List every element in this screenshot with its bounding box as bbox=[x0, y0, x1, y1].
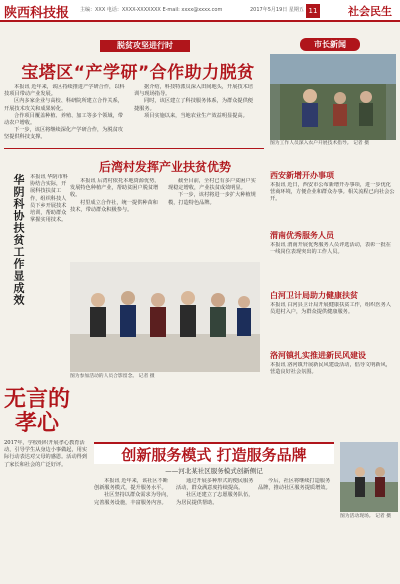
bottom-story-col1 bbox=[94, 478, 172, 582]
side-item-title: 洛河镇扎实推进新民风建设 bbox=[270, 351, 366, 360]
bottom-right-photo bbox=[340, 442, 398, 512]
paragraph: 本报讯 后湾村依托本地资源优势，发展特色种植产业，帮助贫困户脱贫增收。 bbox=[70, 178, 160, 199]
bottom-right-photo-caption: 图为活动现场。 记者 摄 bbox=[340, 514, 392, 519]
side-item-body: 本报讯 白河县卫计局开展健康扶贫工作，组织医务人员进村入户，为群众提供健康服务。 bbox=[270, 302, 391, 316]
top-right-photo-caption: 图为工作人员深入农户开展技术指导。 记者 摄 bbox=[270, 141, 369, 146]
side-item-body: 本报讯 渭南开展优秀服务人员评选活动，表彰一批在一线岗位表现突出的工作人员。 bbox=[270, 242, 391, 256]
masthead-meta: 主编：XXX 电话：XXXX-XXXXXXX E-mail: xxxx@xxxx.com bbox=[80, 7, 223, 13]
bottom-headline: 创新服务模式 打造服务品牌 bbox=[94, 442, 334, 464]
edu-body: 2017年，学校组织开展孝心教育活动，引导学生从身边小事做起，用实际行动表达对父母的感恩。活动得到了家长和社会的广泛好评。 bbox=[4, 440, 88, 468]
side-item-title: 西安新增开办事项 bbox=[270, 171, 334, 180]
feature-tag: 脱贫攻坚进行时 bbox=[100, 40, 190, 52]
left-vertical-body: 本报讯 华阴市科协结合实际，开展科技扶贫工作，组织科技人员下乡开展技术培训，帮助群众掌握实用技术。 bbox=[30, 174, 68, 224]
side-item-body: 本报讯 洛河镇开展新民风建设活动，倡导文明新风，营造良好社会氛围。 bbox=[270, 362, 391, 376]
main-story-body-right bbox=[134, 84, 258, 144]
paragraph: 社区坚持以群众需求为导向，完善服务设施，丰富服务内容。 bbox=[94, 492, 172, 506]
middle-headline: 后湾村发挥产业扶贫优势 bbox=[98, 160, 231, 174]
masthead bbox=[0, 0, 400, 22]
side-box-tag: 市长新闻 bbox=[300, 38, 360, 51]
paragraph: 村里成立合作社，统一提供种苗和技术，带动群众积极参与。 bbox=[70, 199, 158, 213]
paragraph: 本报讯 近年来，该社区不断创新服务模式，提升服务水平。 bbox=[94, 478, 168, 492]
section-title: 社会民生 bbox=[348, 5, 392, 18]
page-number: 11 bbox=[306, 4, 320, 18]
middle-story-body-left bbox=[70, 178, 162, 258]
paragraph: 同时，该区建立了科技服务体系，为群众提供便捷服务。 bbox=[134, 98, 253, 112]
side-item-body: 本报讯 近日，西安市公布新增开办事项，进一步优化营商环境，方便企业和群众办事。相关流程已向社会公开。 bbox=[270, 182, 395, 203]
paragraph: 截至目前，全村已有多户贫困户实现稳定增收，产业扶贫成效明显。 bbox=[168, 178, 256, 192]
paragraph: 社区还建立了志愿服务队伍，为居民提供帮助。 bbox=[176, 492, 254, 506]
middle-story-body-right bbox=[168, 178, 260, 258]
side-item-title: 渭南优秀服务人员 bbox=[270, 231, 334, 240]
edu-title: 无言的孝心 bbox=[3, 387, 70, 436]
paragraph: 下一步，该村将进一步扩大种植规模，打造特色品牌。 bbox=[168, 192, 256, 206]
main-story-body-left bbox=[4, 84, 128, 144]
left-vertical-title: 华阴科协扶贫工作显成效 bbox=[12, 174, 25, 306]
side-item-title: 白河卫计局助力健康扶贫 bbox=[270, 291, 358, 300]
newspaper-logo: 陕西科技报 bbox=[4, 6, 70, 21]
bottom-subheadline: ——河北某社区服务模式创新侧记 bbox=[165, 467, 263, 475]
photo-image bbox=[270, 54, 396, 140]
divider-line bbox=[4, 148, 264, 149]
paragraph: 今后，社区将继续打造服务品牌，推动社区服务提质增效。 bbox=[258, 478, 331, 492]
paragraph: 合作项目覆盖种植、养殖、加工等多个领域，带动农户增收。 bbox=[4, 112, 123, 127]
paragraph: 据介绍，科技特派员深入田间地头，开展技术培训与现场指导。 bbox=[134, 84, 253, 98]
paragraph: 区内多家企业与高校、科研院所建立合作关系，开展技术攻关和成果转化。 bbox=[4, 98, 123, 112]
middle-photo bbox=[70, 262, 260, 372]
paragraph: 下一步，该区将继续深化产学研合作，为脱贫攻坚提供科技支撑。 bbox=[4, 127, 123, 141]
main-headline: 宝塔区“产学研”合作助力脱贫 bbox=[21, 63, 255, 83]
top-right-photo bbox=[270, 54, 396, 140]
photo-image bbox=[70, 262, 260, 372]
paragraph: 本报讯 近年来，该区持续推进产学研合作，以科技项目带动产业发展。 bbox=[4, 84, 125, 98]
photo-image bbox=[340, 442, 398, 512]
paragraph: 通过开展多种形式的便民服务活动，群众满意度持续提高。 bbox=[176, 478, 254, 492]
bottom-story-col2 bbox=[176, 478, 254, 582]
paragraph: 项目实施以来，当地农业生产效益明显提高。 bbox=[144, 112, 248, 119]
bottom-story-col3 bbox=[258, 478, 334, 582]
masthead-date: 2017年5月19日 星期五 bbox=[250, 7, 304, 13]
middle-photo-caption: 图为参加活动的人员合影留念。 记者 摄 bbox=[70, 374, 155, 379]
